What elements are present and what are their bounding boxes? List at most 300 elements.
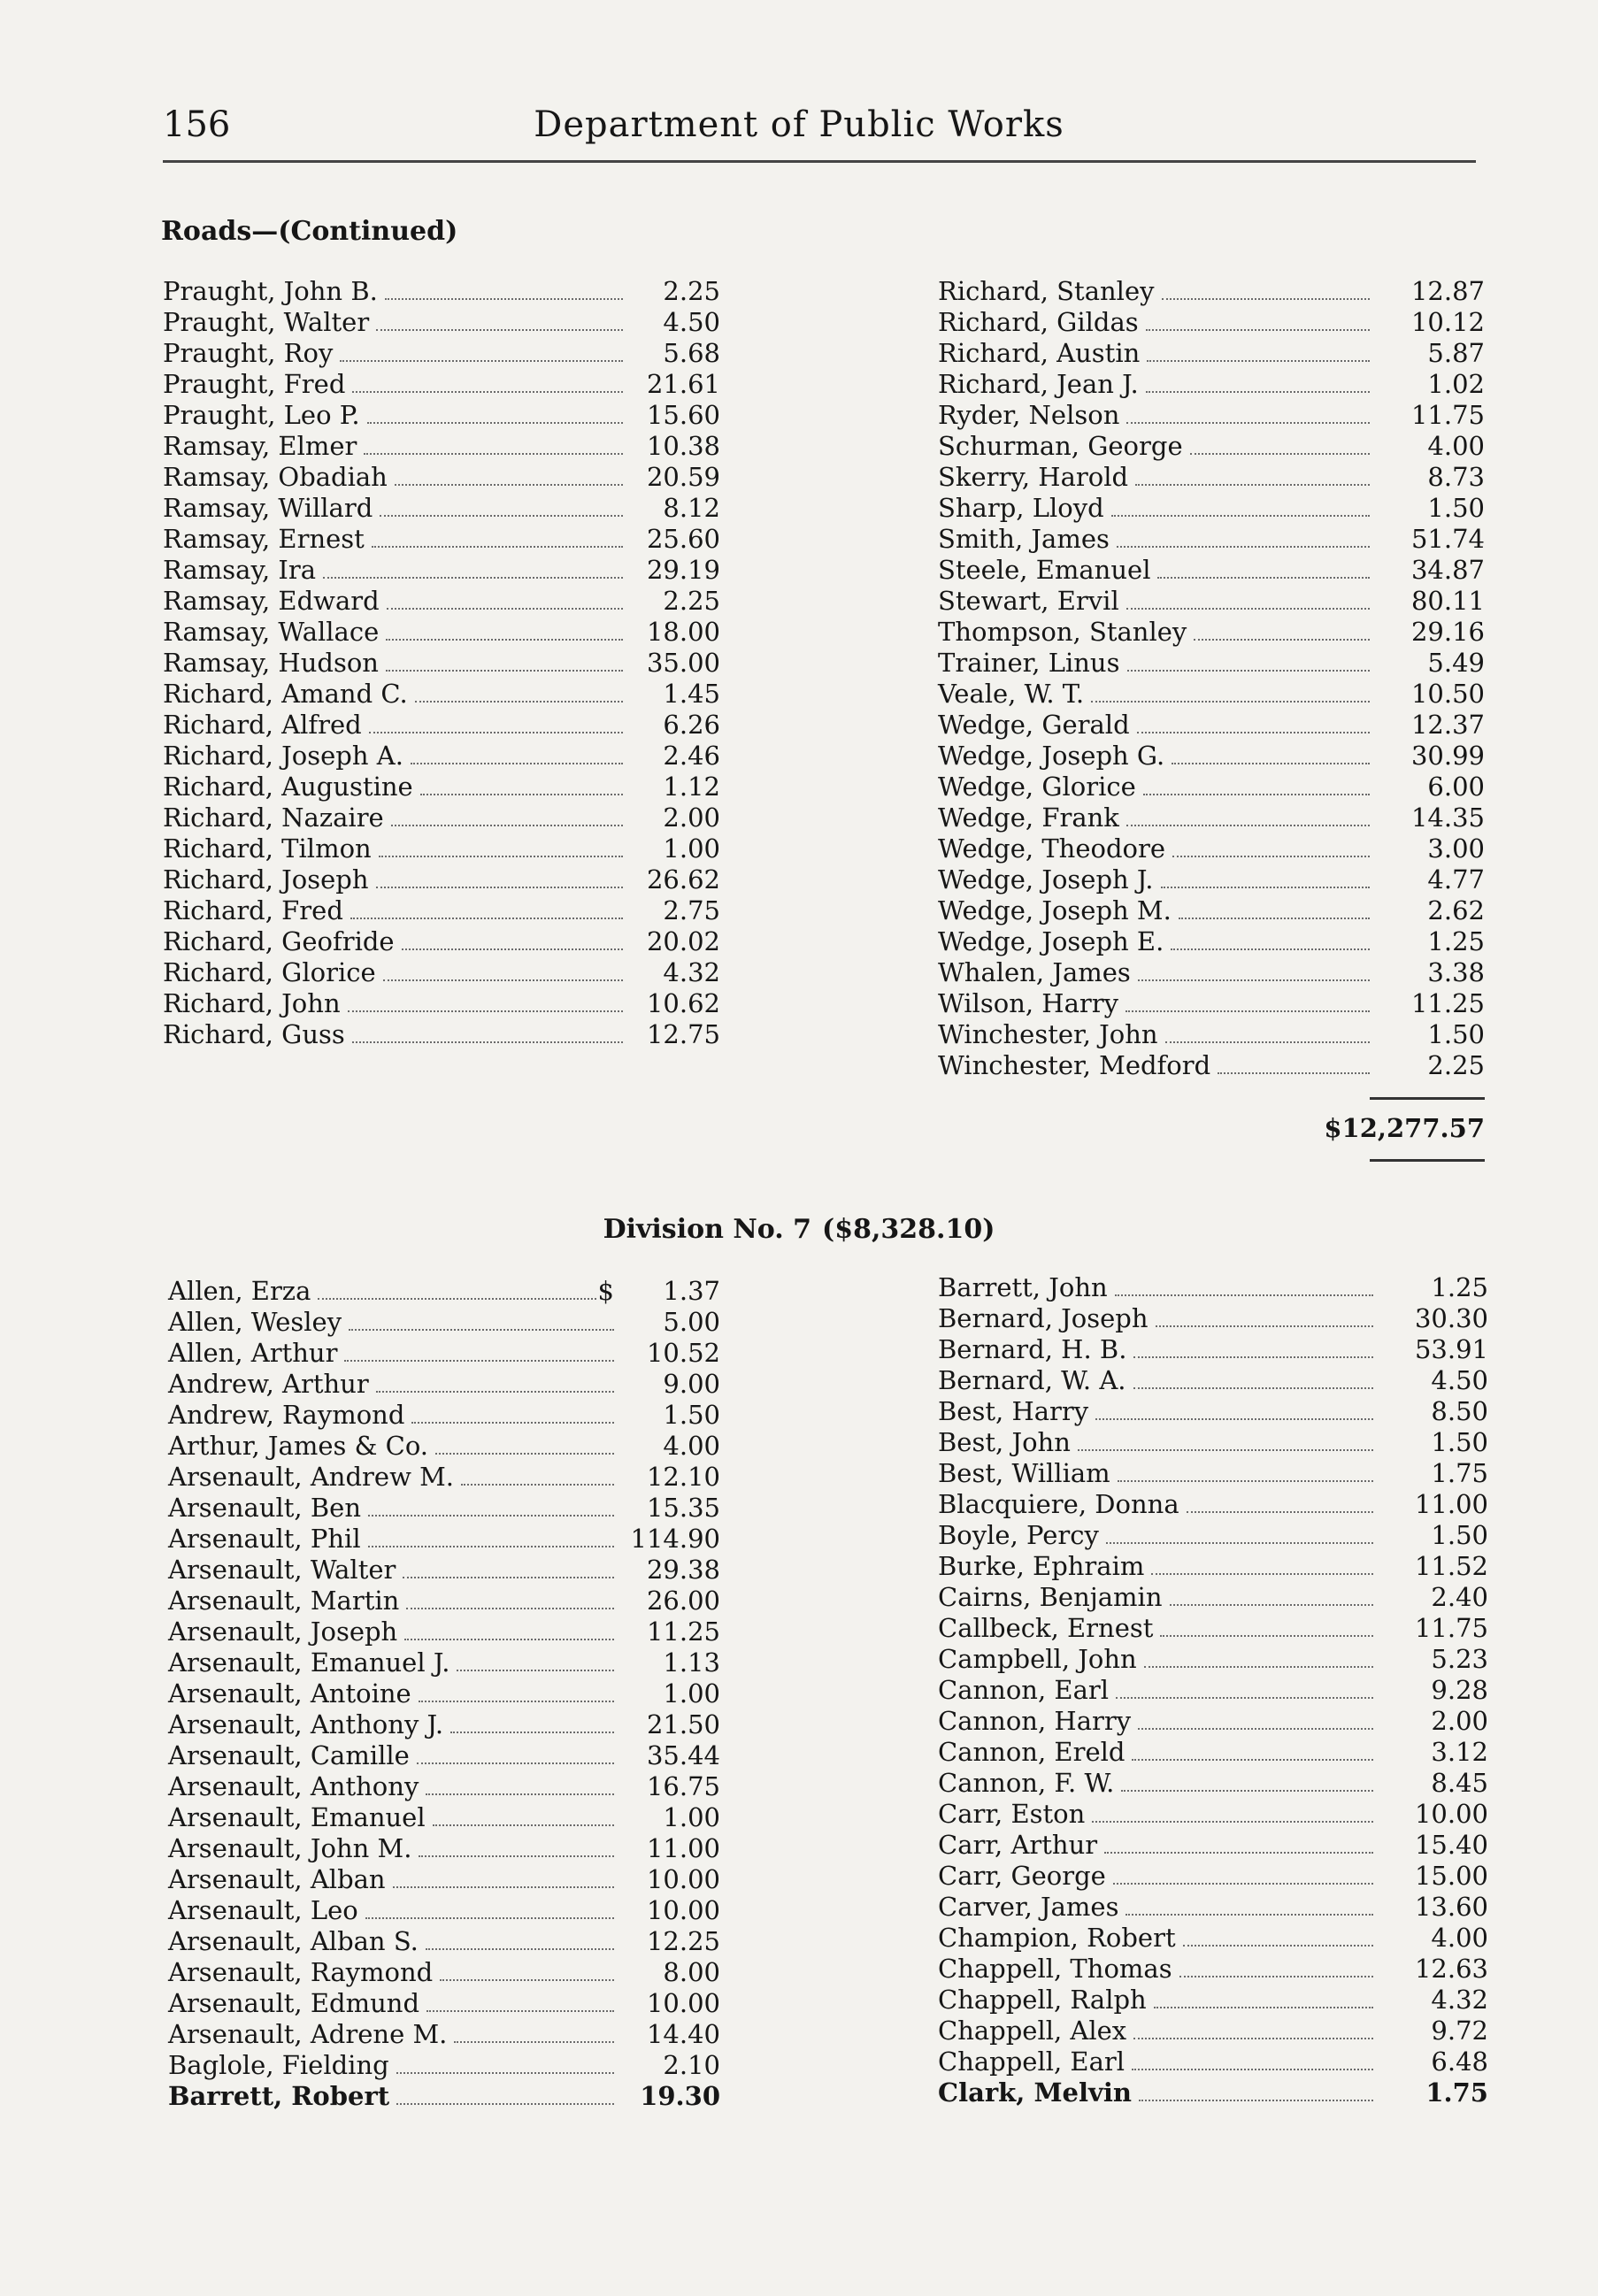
dot-leader [1133,1387,1373,1389]
amount: 20.59 [646,462,720,492]
dot-leader [368,1515,614,1517]
list-item [163,864,720,895]
amount: 12.37 [1410,710,1485,740]
list-item [168,1616,720,1647]
payee-name: Baglole, Fielding [168,2050,389,2080]
payee-name: Ramsay, Hudson [163,648,379,678]
dot-leader [1147,360,1370,362]
division-left-column [168,1276,720,2112]
dot-leader [457,1670,614,1671]
payee-name: Best, William [938,1458,1110,1488]
dot-leader [1172,856,1370,857]
payee-name: Ramsay, Edward [163,586,380,616]
amount: 21.61 [646,369,720,399]
payee-name: Wedge, Joseph E. [938,926,1164,956]
payee-name: Champion, Robert [938,1923,1176,1953]
dot-leader [420,794,623,795]
dot-leader [348,1010,623,1012]
dot-leader [1115,1294,1373,1296]
list-item [938,276,1485,307]
amount: 10.38 [646,431,720,461]
list-item [938,741,1485,772]
list-item [938,1520,1488,1551]
dot-leader [1179,1976,1373,1977]
list-item [938,1551,1488,1582]
list-item [938,338,1485,369]
list-item [168,1802,720,1833]
payee-name: Richard, Stanley [938,276,1155,306]
dot-leader [1138,979,1370,981]
list-item [938,400,1485,431]
division-amount: ($8,328.10) [822,1214,995,1245]
payee-name: Richard, Fred [163,895,343,925]
amount: 12.63 [1414,1954,1488,1984]
payee-name: Carr, George [938,1861,1106,1891]
list-item [938,1050,1485,1081]
dot-leader [1126,825,1370,826]
payee-name: Bernard, Joseph [938,1303,1149,1333]
payee-name: Arsenault, Martin [168,1586,400,1616]
running-head-title: Department of Public Works [534,104,1064,145]
payee-name: Ramsay, Willard [163,493,373,523]
payee-name: Trainer, Linus [938,648,1120,678]
list-item [938,462,1485,493]
dot-leader [1132,1759,1373,1761]
dot-leader [403,1577,614,1578]
amount: 15.00 [1414,1861,1488,1891]
division-title: Division No. 7 [603,1214,812,1245]
payee-name: Chappell, Alex [938,2016,1127,2046]
list-item [938,895,1485,926]
dot-leader [376,887,623,888]
payee-name: Richard, Glorice [163,957,376,987]
list-item [938,2046,1488,2077]
dot-leader [386,670,623,672]
dot-leader [372,546,623,548]
list-item [168,1833,720,1864]
dot-leader [1133,2038,1373,2039]
dot-leader [1133,1356,1373,1358]
roads-right-column [938,276,1485,1081]
dot-leader [433,1824,614,1826]
amount: 1.25 [1431,1272,1488,1302]
amount: 3.38 [1427,957,1485,987]
payee-name: Ramsay, Ira [163,555,317,585]
list-item [938,431,1485,462]
payee-name: Allen, Erza [168,1276,311,1306]
payee-name: Cannon, Ereld [938,1737,1126,1767]
payee-name: Arsenault, Leo [168,1895,358,1925]
list-item [168,1586,720,1616]
amount: 25.60 [646,524,720,554]
dot-leader [1106,1542,1373,1544]
payee-name: Skerry, Harold [938,462,1129,492]
page-number: 156 [163,104,231,145]
amount: 2.00 [663,802,720,833]
amount: 6.00 [1427,772,1485,802]
dot-leader [417,1762,614,1764]
amount: 5.87 [1427,338,1485,368]
list-item [168,1493,720,1524]
list-item [163,957,720,988]
list-item [168,1988,720,2019]
payee-name: Clark, Melvin [938,2077,1132,2108]
payee-name: Boyle, Percy [938,1520,1099,1550]
dot-leader [1092,1821,1373,1823]
amount: 11.25 [646,1616,720,1647]
list-item [938,1892,1488,1923]
amount: 14.40 [646,2019,720,2049]
dot-leader [419,1855,614,1857]
amount: 35.00 [646,648,720,678]
dot-leader [396,2103,614,2105]
list-item [168,2081,720,2112]
list-item [163,462,720,493]
payee-name: Arthur, James & Co. [168,1431,428,1461]
dot-leader [1116,1697,1373,1699]
list-item [938,1737,1488,1768]
amount: 4.50 [663,307,720,337]
payee-name: Andrew, Arthur [168,1369,369,1399]
dot-leader [1143,794,1370,795]
dot-leader [1137,732,1370,733]
amount: 3.12 [1431,1737,1488,1767]
payee-name: Wilson, Harry [938,988,1118,1018]
payee-name: Arsenault, Raymond [168,1957,434,1987]
amount: 15.60 [646,400,720,430]
list-item [163,617,720,648]
payee-name: Arsenault, Emanuel [168,1802,426,1832]
dot-leader [383,979,623,981]
amount: 11.75 [1410,400,1485,430]
list-item [938,1830,1488,1861]
dot-leader [1118,1480,1373,1482]
dot-leader [1113,1883,1373,1885]
dot-leader [318,1298,595,1300]
amount: 4.00 [663,1431,720,1461]
dot-leader [461,1484,614,1486]
amount: 10.50 [1410,679,1485,709]
amount: 30.30 [1414,1303,1488,1333]
list-item [163,988,720,1019]
amount: 15.40 [1414,1830,1488,1860]
payee-name: Wedge, Joseph G. [938,741,1165,771]
dot-leader [1135,484,1370,486]
list-item [938,679,1485,710]
payee-name: Cairns, Benjamin [938,1582,1163,1612]
amount: 1.02 [1427,369,1485,399]
dot-leader [426,1948,614,1950]
section-heading: Roads—(Continued) [161,216,458,247]
dot-leader [450,1732,614,1733]
payee-name: Barrett, Robert [168,2081,390,2111]
payee-name: Praught, Roy [163,338,334,368]
payee-name: Veale, W. T. [938,679,1085,709]
payee-name: Arsenault, Camille [168,1740,410,1770]
dot-leader [344,1360,614,1362]
list-item [938,307,1485,338]
amount: 26.00 [646,1586,720,1616]
payee-name: Arsenault, Phil [168,1524,361,1554]
amount: 2.00 [1431,1706,1488,1736]
list-item [938,1954,1488,1985]
amount: 6.48 [1431,2046,1488,2077]
list-item [938,1334,1488,1365]
payee-name: Wedge, Joseph J. [938,864,1154,895]
amount: 8.50 [1431,1396,1488,1426]
dot-leader [426,2010,614,2012]
list-item [938,1861,1488,1892]
amount: 1.50 [663,1400,720,1430]
list-item [168,1926,720,1957]
dot-leader [1121,1790,1373,1792]
payee-name: Stewart, Ervil [938,586,1119,616]
amount: 2.40 [1431,1582,1488,1612]
list-item [938,1923,1488,1954]
payee-name: Wedge, Joseph M. [938,895,1172,925]
list-item [168,1369,720,1400]
payee-name: Richard, Gildas [938,307,1139,337]
payee-name: Wedge, Gerald [938,710,1130,740]
dot-leader [380,515,623,517]
list-item [938,1675,1488,1706]
dot-leader [435,1453,614,1455]
list-item [168,1957,720,1988]
dot-leader [1126,608,1370,610]
list-item [938,1427,1488,1458]
payee-name: Arsenault, John M. [168,1833,412,1863]
payee-name: Richard, Amand C. [163,679,408,709]
dollar-sign: $ [597,1276,614,1306]
amount: 2.10 [663,2050,720,2080]
dot-leader [391,825,623,826]
dot-leader [1183,1945,1373,1947]
payee-name: Praught, John B. [163,276,378,306]
dot-leader [1157,577,1370,579]
list-item [168,1864,720,1895]
amount: 10.00 [1414,1799,1488,1829]
list-item [938,957,1485,988]
payee-name: Ramsay, Obadiah [163,462,388,492]
amount: 4.50 [1431,1365,1488,1395]
amount: 1.13 [663,1647,720,1678]
amount: 12.10 [646,1462,720,1492]
payee-name: Richard, Joseph A. [163,741,403,771]
list-item [938,369,1485,400]
payee-name: Bernard, W. A. [938,1365,1126,1395]
list-item [163,802,720,833]
payee-name: Burke, Ephraim [938,1551,1145,1581]
dot-leader [415,701,623,703]
list-item [168,2050,720,2081]
dot-leader [1190,453,1370,455]
amount: 1.50 [1431,1520,1488,1550]
amount: 10.00 [646,1988,720,2018]
amount: 1.75 [1425,2077,1488,2108]
list-item [168,1276,720,1307]
amount: 11.25 [1410,988,1485,1018]
list-item [163,400,720,431]
amount: 21.50 [646,1709,720,1739]
payee-name: Carr, Arthur [938,1830,1098,1860]
payee-name: Ryder, Nelson [938,400,1120,430]
amount: 12.25 [646,1926,720,1956]
payee-name: Sharp, Lloyd [938,493,1104,523]
payee-name: Arsenault, Ben [168,1493,362,1523]
list-item [938,1303,1488,1334]
dot-leader [1078,1449,1373,1451]
list-item [168,1431,720,1462]
amount: 26.62 [646,864,720,895]
amount: 8.45 [1431,1768,1488,1798]
list-item [168,2019,720,2050]
dot-leader [411,763,623,764]
list-item [163,555,720,586]
payee-name: Arsenault, Anthony J. [168,1709,444,1739]
list-item [168,1307,720,1338]
payee-name: Wedge, Glorice [938,772,1136,802]
amount: 20.02 [646,926,720,956]
list-item [938,1365,1488,1396]
payee-name: Bernard, H. B. [938,1334,1127,1364]
payee-name: Barrett, John [938,1272,1108,1302]
amount: 1.50 [1431,1427,1488,1457]
list-item [938,833,1485,864]
amount: 19.30 [640,2081,720,2111]
amount: 53.91 [1414,1334,1488,1364]
dot-leader [385,298,623,300]
dot-leader [352,391,623,393]
dot-leader [404,1639,614,1640]
payee-name: Carr, Eston [938,1799,1086,1829]
amount: 114.90 [630,1524,720,1554]
division-right-column [938,1272,1488,2108]
payee-name: Arsenault, Edmund [168,1988,420,2018]
list-item [163,895,720,926]
payee-name: Praught, Walter [163,307,370,337]
amount: 9.00 [663,1369,720,1399]
roads-total-rule-top [1370,1097,1485,1100]
payee-name: Richard, Nazaire [163,802,384,833]
list-item [168,1524,720,1555]
dot-leader [396,2072,614,2074]
amount: 30.99 [1410,741,1485,771]
dot-leader [323,577,623,579]
dot-leader [1179,918,1370,919]
list-item [163,648,720,679]
dot-leader [350,918,623,919]
amount: 35.44 [646,1740,720,1770]
amount: 9.28 [1431,1675,1488,1705]
list-item [938,988,1485,1019]
dot-leader [1104,1852,1373,1854]
list-item [938,1019,1485,1050]
payee-name: Andrew, Raymond [168,1400,405,1430]
list-item [938,710,1485,741]
list-item [168,1338,720,1369]
amount: 6.26 [663,710,720,740]
list-item [168,1709,720,1740]
amount: 12.75 [646,1019,720,1049]
amount: 18.00 [646,617,720,647]
dot-leader [352,1041,623,1043]
dot-leader [1172,763,1370,764]
list-item [163,710,720,741]
amount: 2.46 [663,741,720,771]
list-item [163,772,720,802]
list-item [938,1799,1488,1830]
dot-leader [1127,670,1371,672]
payee-name: Best, Harry [938,1396,1089,1426]
payee-name: Arsenault, Anthony [168,1771,419,1801]
payee-name: Cannon, F. W. [938,1768,1115,1798]
amount: 1.25 [1427,926,1485,956]
list-item [938,926,1485,957]
amount: 4.00 [1431,1923,1488,1953]
payee-name: Callbeck, Ernest [938,1613,1154,1643]
payee-name: Richard, Alfred [163,710,362,740]
payee-name: Thompson, Stanley [938,617,1187,647]
dot-leader [367,422,623,424]
payee-name: Cannon, Earl [938,1675,1110,1705]
list-item [938,1613,1488,1644]
amount: 29.19 [646,555,720,585]
payee-name: Richard, Joseph [163,864,369,895]
amount: 11.00 [646,1833,720,1863]
list-item [938,1985,1488,2016]
dot-leader [402,948,623,950]
payee-name: Richard, Austin [938,338,1141,368]
list-item [168,1895,720,1926]
list-item [163,926,720,957]
dot-leader [364,453,623,455]
payee-name: Arsenault, Emanuel J. [168,1647,450,1678]
payee-name: Schurman, George [938,431,1183,461]
amount: 51.74 [1410,524,1485,554]
list-item [168,1771,720,1802]
payee-name: Ramsay, Ernest [163,524,365,554]
dot-leader [1165,1041,1370,1043]
payee-name: Allen, Wesley [168,1307,342,1337]
list-item [163,431,720,462]
division-heading [0,1214,1598,1245]
amount: 15.35 [646,1493,720,1523]
dot-leader [393,1886,614,1888]
payee-name: Praught, Leo P. [163,400,360,430]
list-item [168,1647,720,1678]
dot-leader [1156,1325,1373,1327]
payee-name: Wedge, Theodore [938,833,1166,864]
payee-name: Arsenault, Andrew M. [168,1462,455,1492]
amount: 16.75 [646,1771,720,1801]
dot-leader [1218,1072,1370,1074]
dot-leader [1146,329,1370,331]
list-item [938,586,1485,617]
amount: 1.00 [663,1678,720,1709]
payee-name: Wedge, Frank [938,802,1119,833]
payee-name: Blacquiere, Donna [938,1489,1179,1519]
payee-name: Richard, Augustine [163,772,413,802]
amount: 14.35 [1410,802,1485,833]
roads-total: $12,277.57 [1324,1113,1485,1143]
dot-leader [365,1917,614,1919]
list-item [163,741,720,772]
amount: 29.16 [1410,617,1485,647]
payee-name: Richard, Geofride [163,926,395,956]
dot-leader [406,1608,614,1609]
dot-leader [395,484,623,486]
amount: 11.75 [1414,1613,1488,1643]
